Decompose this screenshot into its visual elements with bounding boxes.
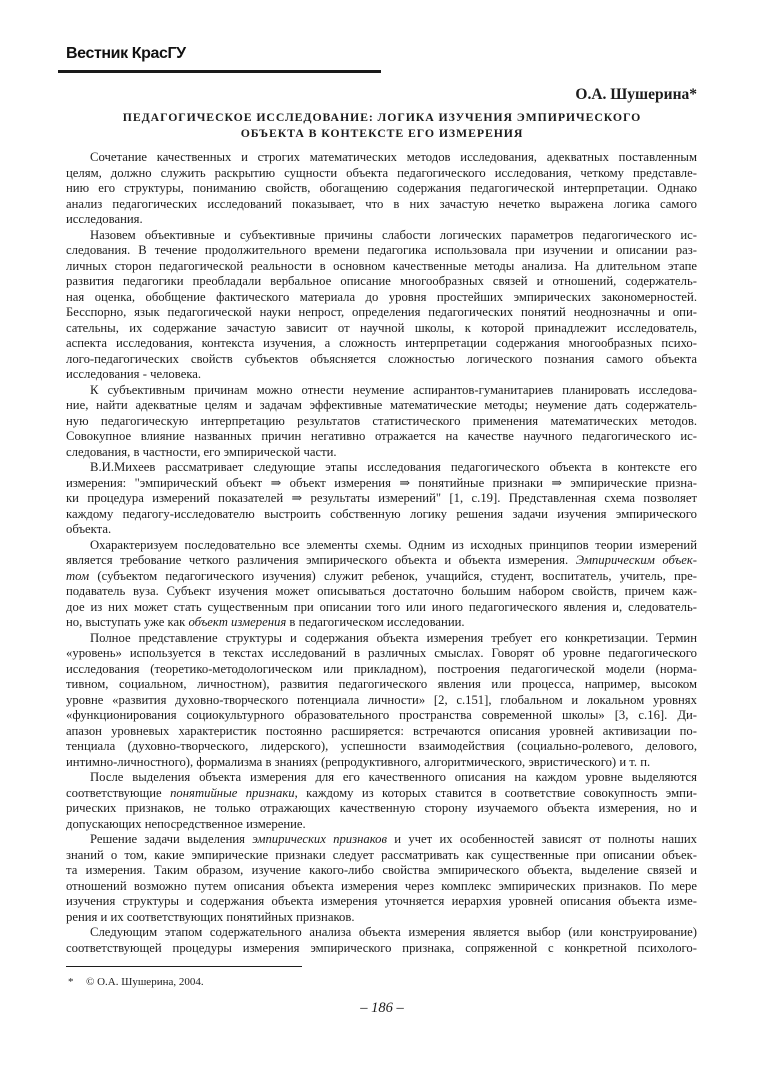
text-run: объекта.: [66, 522, 112, 536]
text-run: , каждому из которых ставится в соответствие совокупность эмпи-: [294, 785, 697, 800]
italic-text-run: Эмпирическим объек-: [575, 553, 697, 567]
paragraph: [66, 538, 697, 631]
text-line: [66, 259, 697, 275]
footnote-text: © О.А. Шушерина, 2004.: [86, 976, 204, 988]
text-run: аспекта исследования, контекста изучения, а сложность интерпретации содержания многообразных психо-: [66, 336, 697, 350]
text-line: [66, 755, 697, 771]
text-line: [66, 879, 697, 895]
paragraph: [66, 832, 697, 925]
text-run: апазон уровневых характеристик постоянно расширяется: встречаются описания уровней активизации по-: [66, 723, 697, 738]
italic-text-run: объект измерения: [188, 615, 287, 629]
text-run: тивном, социальном, личностном), развития педагогического явления или процесса, например, высоком: [66, 677, 697, 691]
text-line: [66, 228, 697, 244]
text-line: [66, 538, 697, 554]
text-line: [66, 584, 697, 600]
paragraph: [66, 631, 697, 771]
text-run: интимно-личностного), формализма в знаниях (репродуктивного, алгоритмического, эвристического) и т. п.: [66, 754, 651, 769]
text-line: [66, 863, 697, 879]
text-line: [66, 150, 697, 166]
text-line: [66, 429, 697, 445]
footnote: [66, 974, 204, 990]
text-line: [66, 197, 697, 213]
text-run: развития педагогики преобладали вербальное описание многообразных связей и отношений, содержатель-: [66, 274, 697, 288]
text-run: «уровень» используется в текстах исследований в различных смыслах. Говорят об уровне педагогического: [66, 646, 697, 660]
text-run: нию его структуры, пониманию свойств, обогащению содержания педагогической интерпретации. Однако: [66, 181, 697, 195]
text-run: уровне «развития духовно-творческого потенциала личности» [2, с.151], глобальном и локальном уровнях: [66, 692, 697, 707]
text-run: тенциала (духовно-творческого, лидерского), успешности взаимодействия (социально-ролевого, делового,: [66, 739, 697, 753]
text-line: [66, 181, 697, 197]
paragraph: [66, 460, 697, 538]
text-run: ки процедура измерений показателей ⇒ результаты измерений" [1, с.19]. Представленная схема позволяет: [66, 491, 697, 505]
text-line: [66, 615, 697, 631]
text-run: После выделения объекта измерения для его качественного описания на каждом уровне выделяются: [90, 770, 697, 784]
text-run: Решение задачи выделения: [90, 832, 253, 846]
text-run: сательны, их содержание зачастую зависит от научной школы, к которой принадлежит исследователь,: [66, 320, 697, 335]
text-run: исследования (теоретико-методологическом или прикладном), построения педагогической модели (норма-: [66, 661, 697, 676]
text-line: [66, 848, 697, 864]
text-line: [66, 941, 697, 957]
text-line: [66, 352, 697, 368]
text-line: [66, 770, 697, 786]
text-line: [66, 724, 697, 740]
text-run: та измерения. Таким образом, изучение какого-либо свойства эмпирического объекта, выделение связей и: [66, 863, 697, 877]
text-line: [66, 817, 697, 833]
text-line: [66, 553, 697, 569]
text-run: рических признаков, не только отражающих качественную сторону изучаемого объекта измерения, но и: [66, 801, 697, 815]
article-title: [0, 110, 764, 141]
author-name: О.А. Шушерина*: [575, 86, 697, 103]
text-run: целям, должно служить раскрытию сущности объекта педагогического исследования, четкому представле-: [66, 165, 697, 180]
paragraph: [66, 925, 697, 956]
text-run: (субъектом педагогического изучения) служит ребенок, учащийся, студент, воспитатель, учитель, пре-: [89, 568, 697, 583]
text-run: Сочетание качественных и строгих математических методов исследования, адекватных поставленным: [90, 150, 697, 164]
text-run: «функционирования социокультурного образовательного пространства современной школы» [3, с.16]. Ди-: [66, 708, 697, 722]
italic-text-run: том: [66, 568, 90, 583]
text-run: является требование четкого различения эмпирического объекта и объекта измерения.: [66, 553, 576, 567]
text-line: [66, 507, 697, 523]
text-run: исследования.: [66, 212, 143, 226]
text-line: [66, 569, 697, 585]
text-line: [66, 832, 697, 848]
text-line: [66, 305, 697, 321]
text-run: рения и их соответствующих понятийных признаков.: [66, 909, 355, 924]
text-line: [66, 693, 697, 709]
text-line: [66, 383, 697, 399]
text-line: [66, 336, 697, 352]
text-run: в педагогическом исследовании.: [286, 615, 465, 629]
text-line: [66, 786, 697, 802]
text-line: [66, 801, 697, 817]
text-line: [66, 662, 697, 678]
text-line: [66, 445, 697, 461]
text-run: К субъективным причинам можно отнести неумение аспирантов-гуманитариев планировать исследова-: [90, 382, 697, 397]
text-line: [66, 166, 697, 182]
text-run: Бесспорно, язык педагогической науки непрост, определения педагогических понятий неоднозначны и опи-: [66, 305, 697, 319]
text-run: каждому педагогу-исследователю выстроить собственную логику решения задачи изучения эмпирического: [66, 506, 697, 521]
page-number: – 186 –: [360, 1000, 404, 1016]
text-line: [66, 894, 697, 910]
text-run: измерения: "эмпирический объект ⇒ объект измерения ⇒ понятийные признаки ⇒ эмпирические призна-: [66, 475, 697, 490]
text-run: знаний о том, какие эмпирические признаки следует рассматривать как существенные при описании объек-: [66, 847, 697, 862]
text-line: [66, 243, 697, 259]
text-line: [66, 522, 697, 538]
text-line: [66, 398, 697, 414]
text-line: [66, 646, 697, 662]
italic-text-run: понятийные признаки: [170, 785, 295, 800]
text-run: ние, найти адекватные целям и задачам эффективные математические методы; неумение дать содержатель-: [66, 398, 697, 412]
text-run: следования, в частности, его эмпирической части.: [66, 444, 337, 459]
text-run: изучения структуры и содержания объекта измерения уточняется иерархия уровней описания объекта изме-: [66, 894, 697, 908]
header-rule: [58, 70, 381, 73]
journal-logo: Вестник КрасГУ: [66, 45, 186, 62]
text-run: В.И.Михеев рассматривает следующие этапы исследования педагогического объекта в контексте его: [90, 460, 697, 474]
text-run: исследования - человека.: [66, 367, 202, 381]
text-line: [66, 491, 697, 507]
article-body: [66, 150, 697, 956]
text-run: соответствующие: [66, 785, 171, 800]
text-line: [66, 910, 697, 926]
text-line: [66, 925, 697, 941]
text-run: Охарактеризуем последовательно все элементы схемы. Одним из исходных принципов теории измерений: [90, 537, 697, 552]
text-line: [66, 414, 697, 430]
paragraph: [66, 150, 697, 228]
paragraph: [66, 770, 697, 832]
text-run: Следующим этапом содержательного анализа объекта измерения является выбор (или конструирование): [90, 925, 697, 939]
paragraph: [66, 383, 697, 461]
text-run: лого-педагогических свойств субъектов объясняется сложностью логического познания самого объекта: [66, 351, 697, 366]
text-run: отношений возможно путем описания объекта измерения через комплекс эмпирических признаков. По мере: [66, 878, 697, 893]
text-line: [66, 600, 697, 616]
text-line: [66, 476, 697, 492]
text-run: Назовем объективные и субъективные причины слабости логических параметров педагогического ис-: [90, 227, 697, 242]
title-line: ПЕДАГОГИЧЕСКОЕ ИССЛЕДОВАНИЕ: ЛОГИКА ИЗУЧЕНИЯ ЭМПИРИЧЕСКОГО: [122, 110, 642, 124]
text-line: [66, 708, 697, 724]
paragraph: [66, 228, 697, 383]
text-run: Совокупное влияние названных причин негативно отражается на качестве научного педагогического ис-: [66, 429, 697, 443]
text-run: ную педагогическую интерпретацию результатов статистического применения математических методов.: [66, 413, 697, 428]
text-line: [66, 739, 697, 755]
text-run: соответствующей процедуры измерения эмпирического признака, сопряженной с конкретной психолого-: [66, 940, 697, 955]
text-line: [66, 321, 697, 337]
text-run: Полное представление структуры и содержания объекта измерения требует его конкретизации. Термин: [90, 630, 697, 645]
text-run: допускающих непосредственное измерение.: [66, 816, 306, 831]
text-line: [66, 677, 697, 693]
text-run: и учет их особенностей зависят от полноты наших: [387, 832, 698, 846]
text-line: [66, 290, 697, 306]
footnote-marker: *: [68, 976, 74, 988]
text-line: [66, 274, 697, 290]
text-run: личных сторон педагогической реальности в основном качественные методы анализа. На длительном этапе: [66, 258, 697, 273]
text-line: [66, 367, 697, 383]
text-run: следования. В течение продолжительного времени педагогика использовала при изучении и описании раз-: [66, 243, 697, 257]
footnote-rule: [66, 966, 302, 967]
text-run: подаватель вуза. Субъект изучения может описываться достаточно большим набором свойств, причем каж-: [66, 584, 697, 598]
title-line: ОБЪЕКТА В КОНТЕКСТЕ ЕГО ИЗМЕРЕНИЯ: [240, 125, 524, 140]
text-run: дое из них может стать существенным при описании того или иного педагогического явления и, следователь-: [66, 599, 697, 614]
text-run: ная оценка, обобщение фактического материала до уровня простейших эмпирических закономерностей.: [66, 289, 697, 304]
text-line: [66, 460, 697, 476]
text-line: [66, 212, 697, 228]
text-line: [66, 631, 697, 647]
italic-text-run: эмпирических признаков: [252, 832, 388, 846]
text-run: но, выступать уже как: [66, 615, 189, 629]
text-run: анализ педагогических исследований показывает, что в них зачастую нечетко выражена логика самого: [66, 196, 697, 211]
